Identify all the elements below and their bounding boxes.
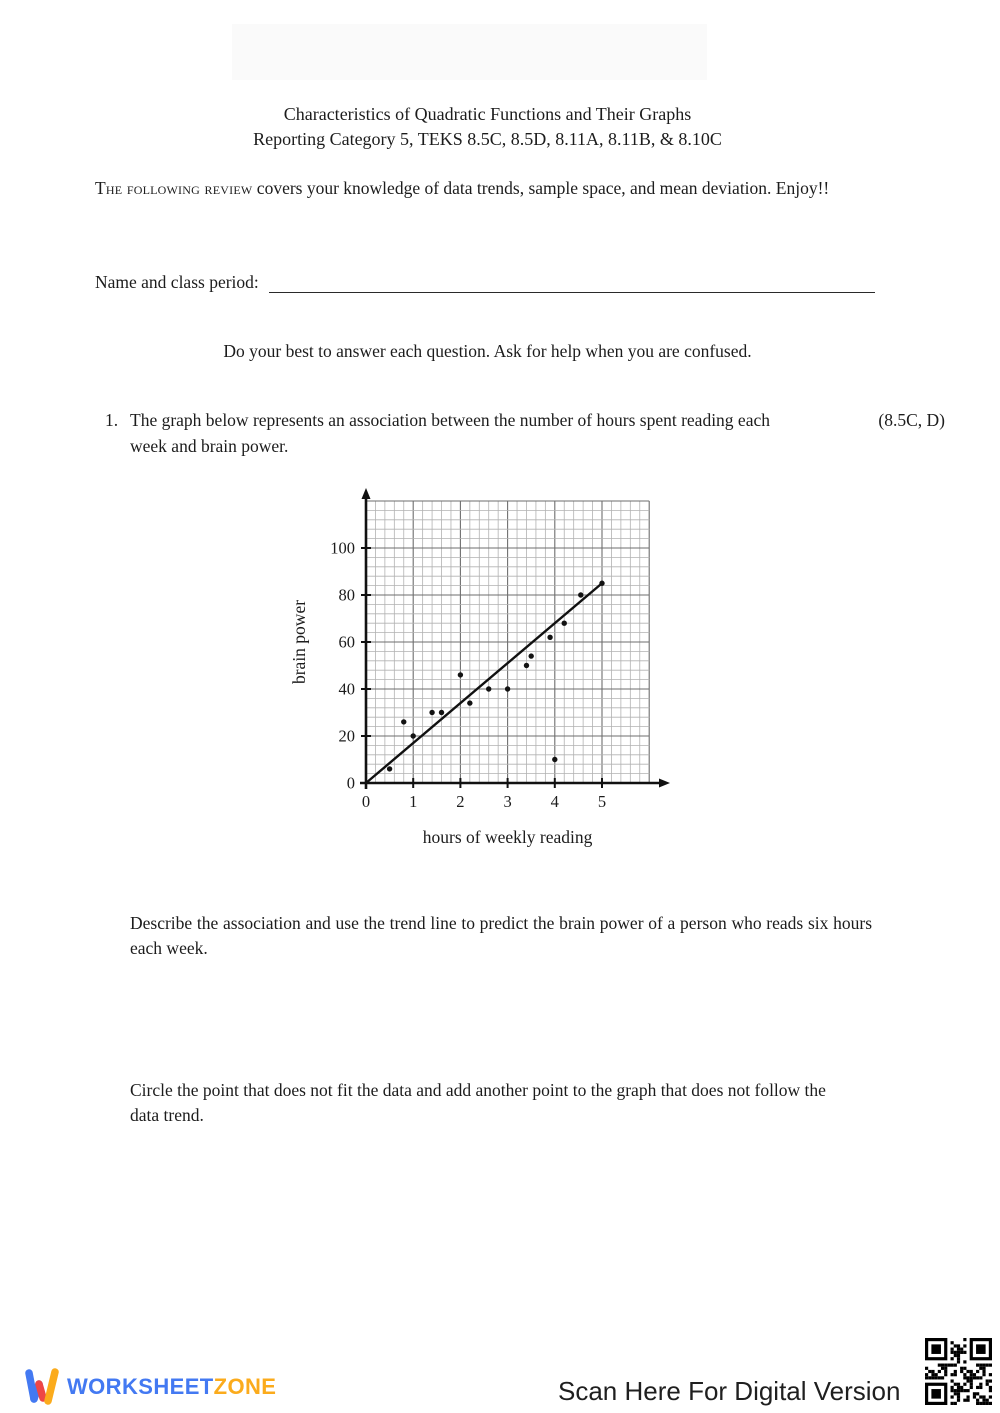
svg-text:4: 4 bbox=[550, 792, 559, 811]
svg-text:40: 40 bbox=[338, 679, 355, 699]
question-1 bbox=[105, 408, 965, 459]
svg-text:100: 100 bbox=[330, 538, 355, 558]
scatter-plot-svg bbox=[280, 486, 690, 876]
page-title bbox=[0, 102, 975, 152]
instruction-text: Do your best to answer each question. Ask for help when you are confused. bbox=[223, 341, 752, 361]
qr-code-icon bbox=[925, 1338, 992, 1405]
footer bbox=[0, 1330, 1000, 1413]
intro-lead-smallcaps: The following review bbox=[95, 178, 253, 198]
title-line-1: Characteristics of Quadratic Functions and Their Graphs bbox=[283, 104, 692, 124]
name-row bbox=[95, 272, 875, 293]
title-line-2: Reporting Category 5, TEKS 8.5C, 8.5D, 8.11A, 8.11B, & 8.10C bbox=[253, 129, 722, 149]
logo-text-worksheet: WORKSHEET bbox=[67, 1374, 214, 1399]
intro-paragraph bbox=[95, 176, 867, 202]
scatter-plot bbox=[280, 486, 690, 876]
logo-text bbox=[67, 1374, 276, 1400]
name-label: Name and class period: bbox=[95, 272, 259, 292]
svg-text:5: 5 bbox=[597, 792, 607, 811]
svg-text:3: 3 bbox=[503, 792, 512, 811]
svg-text:hours of weekly reading: hours of weekly reading bbox=[422, 827, 593, 847]
question-text: The graph below represents an association between the number of hours spent reading each week and brain power. bbox=[130, 410, 770, 456]
svg-text:0: 0 bbox=[346, 773, 355, 793]
worksheetzone-logo bbox=[24, 1366, 276, 1408]
svg-text:brain power: brain power bbox=[289, 599, 309, 685]
svg-text:0: 0 bbox=[361, 792, 371, 811]
question-number: 1. bbox=[105, 410, 119, 430]
logo-w-icon bbox=[24, 1366, 60, 1408]
scan-here-text: Scan Here For Digital Version bbox=[558, 1376, 901, 1406]
svg-text:2: 2 bbox=[456, 792, 465, 811]
svg-text:1: 1 bbox=[409, 792, 418, 811]
intro-rest: covers your knowledge of data trends, sample space, and mean deviation. Enjoy!! bbox=[252, 178, 830, 198]
circle-prompt: Circle the point that does not fit the data and add another point to the graph that does not follow the data trend. bbox=[130, 1080, 826, 1125]
name-blank-line bbox=[269, 272, 875, 293]
svg-text:80: 80 bbox=[338, 585, 355, 605]
logo-text-zone: ZONE bbox=[213, 1374, 277, 1399]
describe-prompt: Describe the association and use the trend line to predict the brain power of a person who reads six hours each week. bbox=[130, 913, 872, 958]
svg-text:60: 60 bbox=[338, 632, 355, 652]
svg-text:20: 20 bbox=[338, 726, 355, 746]
faded-watermark-block bbox=[232, 24, 707, 80]
teks-code: (8.5C, D) bbox=[878, 410, 945, 430]
